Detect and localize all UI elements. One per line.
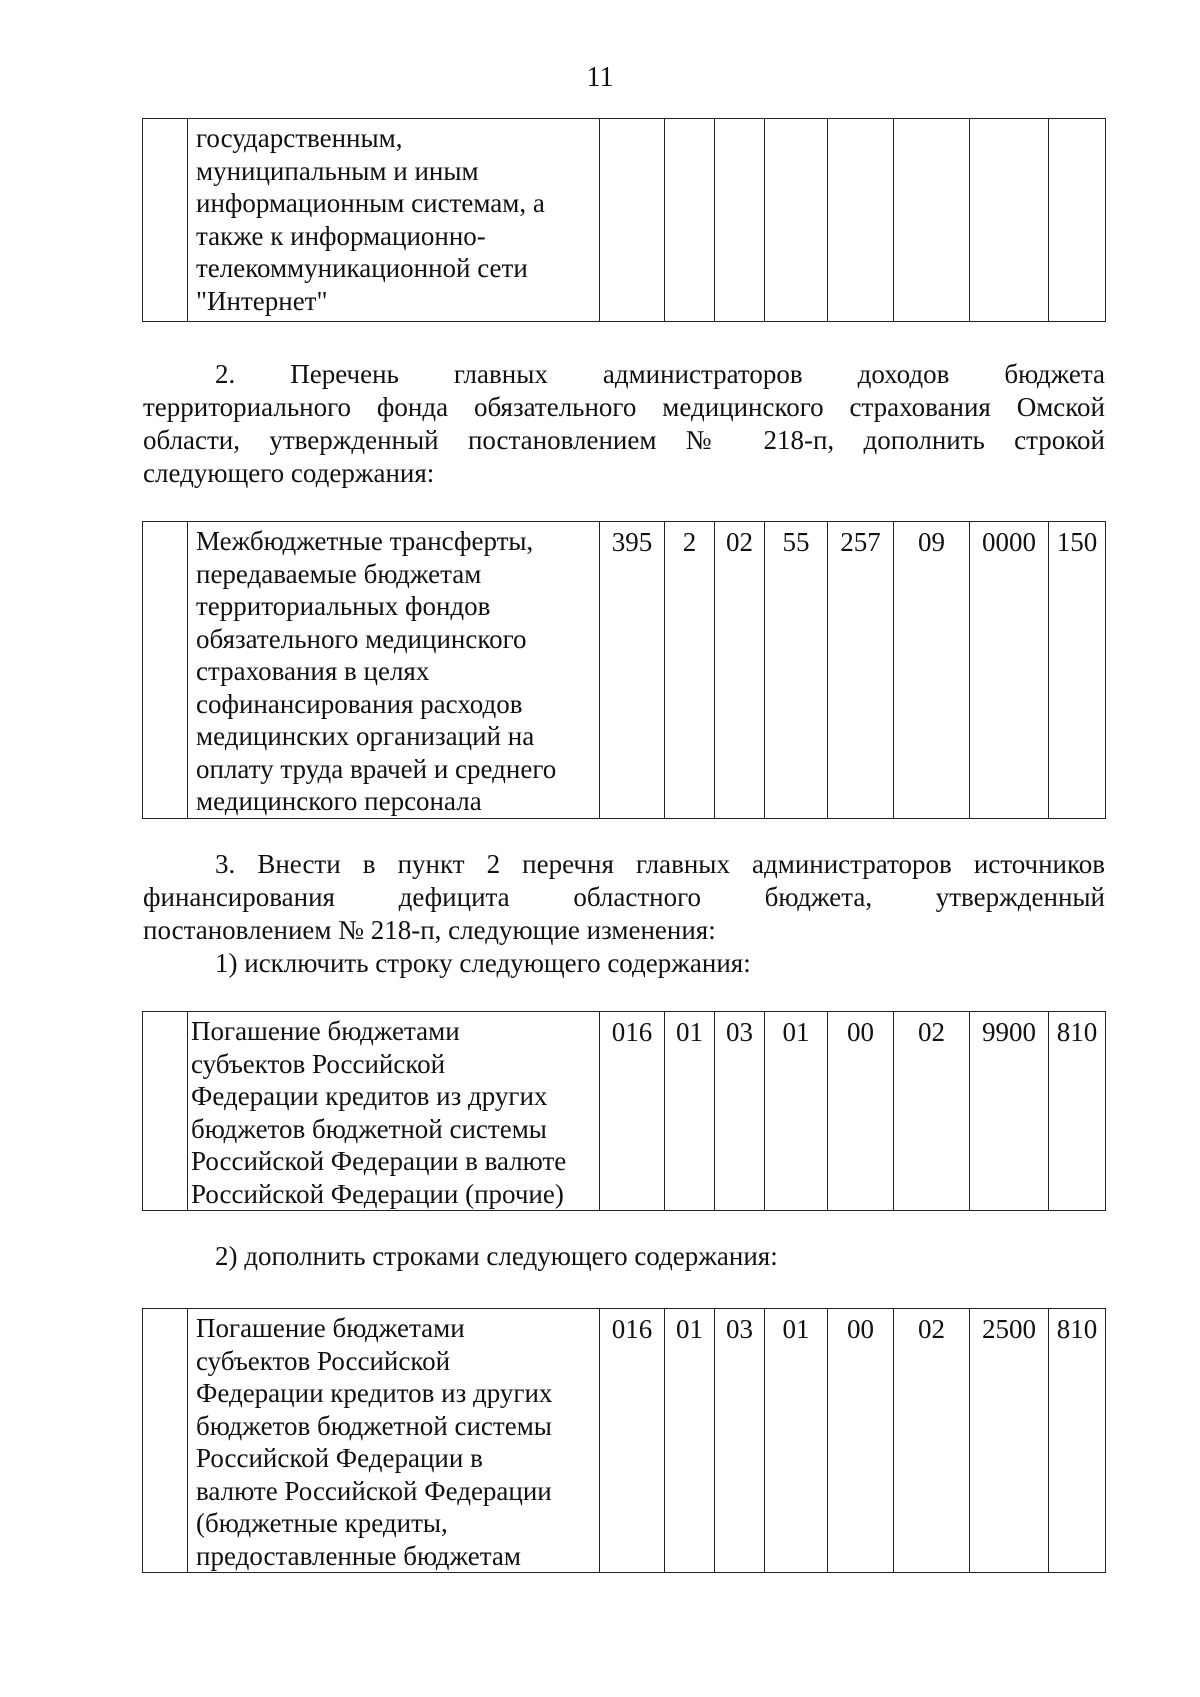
code-cell: 395 (600, 522, 665, 819)
paragraph-2 (143, 358, 1105, 490)
item-2-text: 2) дополнить строками следующего содержания: (215, 1241, 778, 1271)
code-cell (765, 119, 828, 322)
row-number-cell (143, 119, 188, 322)
description-line: валюте Российской Федерации (196, 1475, 552, 1506)
description-line: Российской Федерации (прочие) (191, 1178, 564, 1209)
code-cell (894, 119, 970, 322)
description-line: субъектов Российской (196, 1345, 451, 1376)
description-line: обязательного медицинского (196, 623, 527, 654)
code-cell (828, 119, 894, 322)
description-line: страхования в целях (196, 656, 430, 686)
table-continuation (142, 118, 1106, 322)
code-cell (715, 119, 765, 322)
code-cell: 02 (715, 522, 765, 819)
code-cell: 0000 (970, 522, 1049, 819)
description-line: территориальных фондов (196, 591, 491, 621)
code-cell: 09 (894, 522, 970, 819)
code-cell: 2500 (970, 1309, 1049, 1573)
description-cell (188, 1012, 600, 1211)
paragraph-line: области, утвержденный постановлением № 218-п, дополнить строкой (143, 425, 1105, 455)
code-cell (600, 119, 665, 322)
code-cell: 257 (828, 522, 894, 819)
paragraph-line: территориального фонда обязательного медицинского страхования Омской (143, 392, 1105, 422)
row-number-cell (143, 1012, 188, 1211)
description-cell (188, 119, 600, 322)
description-line: Межбюджетные трансферты, (196, 526, 534, 556)
description-line: "Интернет" (196, 285, 328, 316)
code-cell: 150 (1049, 522, 1106, 819)
paragraph-line: финансирования дефицита областного бюджета, утвержденный (143, 882, 1105, 912)
code-cell: 01 (665, 1012, 715, 1211)
description-line: Российской Федерации в (196, 1443, 483, 1473)
description-line: субъектов Российской (191, 1048, 446, 1079)
description-line: медицинских организаций на (196, 721, 535, 751)
table-added-rows (142, 1308, 1106, 1573)
description-line: также к информационно- (196, 220, 486, 251)
code-cell: 03 (715, 1309, 765, 1573)
code-cell: 00 (828, 1309, 894, 1573)
description-line: муниципальным и иным (196, 155, 479, 186)
code-cell: 55 (765, 522, 828, 819)
description-line: Погашение бюджетами (196, 1313, 465, 1343)
description-line: медицинского персонала (196, 786, 482, 816)
item-1-text: 1) исключить строку следующего содержания: (215, 948, 751, 978)
code-cell: 810 (1049, 1309, 1106, 1573)
code-cell: 9900 (970, 1012, 1049, 1211)
code-cell: 810 (1049, 1012, 1106, 1211)
description-line: Российской Федерации в валюте (191, 1146, 567, 1176)
row-number-cell (143, 522, 188, 819)
code-cell: 03 (715, 1012, 765, 1211)
description-line: государственным, (196, 123, 403, 153)
code-cell (1049, 119, 1106, 322)
code-cell: 016 (600, 1309, 665, 1573)
description-line: Федерации кредитов из других (196, 1378, 553, 1408)
description-cell (188, 1309, 600, 1573)
paragraph-line: 2. Перечень главных администраторов доходов бюджета (215, 359, 1105, 389)
table-row (143, 1309, 1106, 1573)
description-line: бюджетов бюджетной системы (196, 1410, 552, 1441)
description-line: оплату труда врачей и среднего (196, 753, 557, 784)
paragraph-line: следующего содержания: (143, 458, 435, 488)
description-line: предоставленные бюджетам (196, 1540, 521, 1571)
table-excluded-row (142, 1011, 1106, 1211)
row-number-cell (143, 1309, 188, 1573)
paragraph-line: 3. Внести в пункт 2 перечня главных администраторов источников (215, 849, 1105, 879)
table-row (143, 522, 1106, 819)
code-cell: 01 (665, 1309, 715, 1573)
paragraph-line: постановлением № 218-п, следующие изменения: (143, 915, 716, 945)
code-cell (970, 119, 1049, 322)
code-cell: 02 (894, 1309, 970, 1573)
description-line: Федерации кредитов из других (191, 1081, 548, 1111)
table-row (143, 1012, 1106, 1211)
description-line: телекоммуникационной сети (196, 253, 528, 283)
code-cell (665, 119, 715, 322)
description-line: софинансирования расходов (196, 688, 523, 719)
code-cell: 01 (765, 1012, 828, 1211)
code-cell: 00 (828, 1012, 894, 1211)
table-income-administrator (142, 521, 1106, 819)
code-cell: 02 (894, 1012, 970, 1211)
code-cell: 01 (765, 1309, 828, 1573)
description-line: Погашение бюджетами (191, 1016, 460, 1046)
table-row (143, 119, 1106, 322)
code-cell: 2 (665, 522, 715, 819)
description-line: передаваемые бюджетам (196, 558, 482, 589)
page-number: 11 (586, 62, 614, 93)
description-line: (бюджетные кредиты, (196, 1508, 448, 1538)
description-cell (188, 522, 600, 819)
paragraph-3 (143, 848, 1105, 947)
description-line: информационным системам, а (196, 188, 545, 218)
code-cell: 016 (600, 1012, 665, 1211)
description-line: бюджетов бюджетной системы (191, 1113, 547, 1144)
